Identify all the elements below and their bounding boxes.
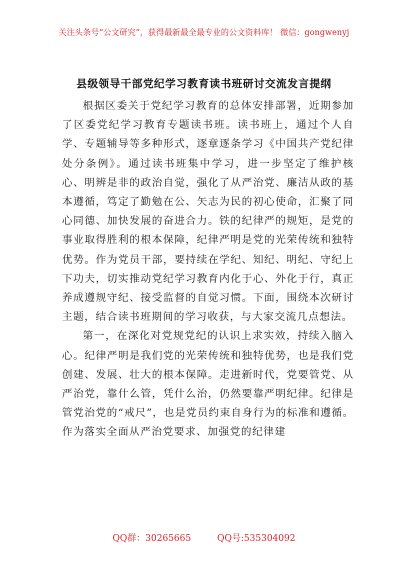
footer-qq-group: QQ群：30265665	[112, 534, 192, 544]
document-title: 县级领导干部党纪学习教育读书班研讨交流发言提纲	[76, 78, 332, 90]
footer-qq-number: QQ号:535304092	[217, 534, 296, 544]
paragraph-first-point: 第一，在深化对党规党纪的认识上求实效，持续入脑入心。纪律严明是我们党的光荣传统和独特优势，也是我们党创建、发展、壮大的根本保障。走进新时代，党要管党、从严治党，靠什么管，凭什么治，仍然要靠严明纪律。纪律是管党治党的“戒尺”，也是党员约束自身行为的标准和遵循。作为落实全面从严治党要求、加强党的纪律建	[62, 330, 354, 439]
footer-contact	[0, 531, 408, 544]
header-banner: 关注头条号“公文研究”，获得最新最全最专业的公文资料库！ 微信：gongwenyj	[58, 28, 350, 37]
document-body	[62, 97, 354, 443]
paragraph-intro: 根据区委关于党纪学习教育的总体安排部署，近期参加了区委党纪学习教育专题读书班。读书班上，通过个人自学、专题辅导等多种形式，逐章逐条学习《中国共产党纪律处分条例》。通过读书班集中学习，进一步坚定了维护核心、明辨是非的政治自觉，强化了从严治党、廉洁从政的基本遵循，笃定了勤勉在公、矢志为民的初心使命，汇聚了同心同德、加快发展的奋进合力。铁的纪律严的规矩，是党的事业取得胜利的根本保障，纪律严明是党的光荣传统和独特优势。作为党员干部，要持续在学纪、知纪、明纪、守纪上下功夫，切实推动党纪学习教育内化于心、外化于行，真正养成遵规守纪、接受监督的自觉习惯。下面，围绕本次研讨主题，结合读书班期间的学习收获，与大家交流几点想法。	[62, 100, 354, 324]
